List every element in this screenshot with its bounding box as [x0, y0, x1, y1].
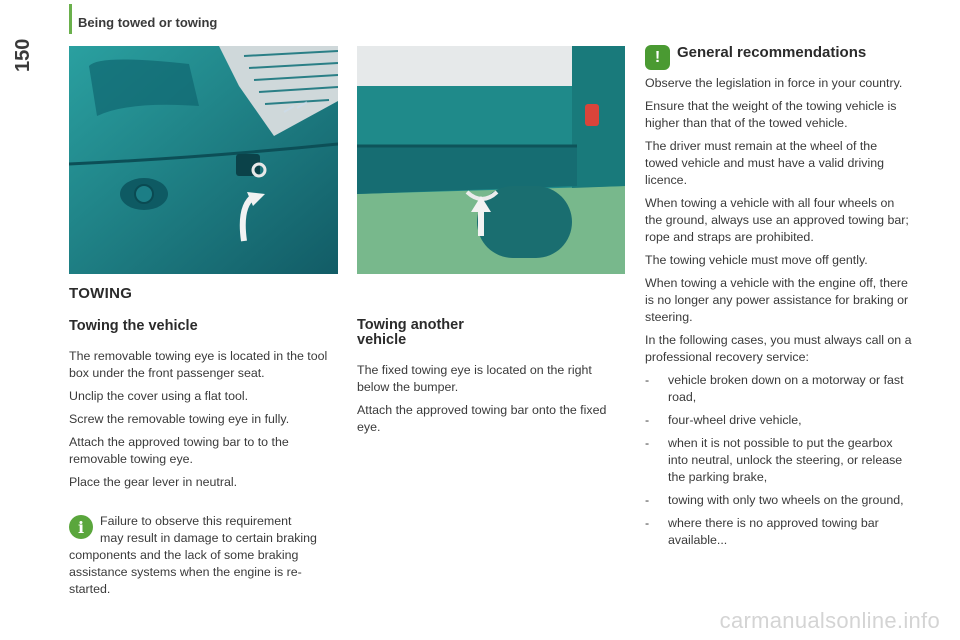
paragraph: Screw the removable towing eye in fully. — [69, 412, 290, 426]
note-line: started. — [69, 582, 111, 596]
paragraph: Attach the approved towing bar to to the removable towing eye. — [69, 435, 289, 466]
list-dash: - — [645, 413, 650, 427]
warning-icon: ! — [645, 45, 670, 70]
list-item-text: towing with only two wheels on the ground, — [668, 493, 904, 507]
subtitle-line: Towing another — [357, 317, 464, 333]
note-line: Failure to observe this requirement — [100, 514, 292, 528]
page-number: 150 — [12, 38, 34, 72]
paragraph: The towing vehicle must move off gently. — [645, 253, 868, 267]
left-paragraphs — [69, 348, 339, 491]
watermark: carmanualsonline.info — [719, 608, 940, 633]
list-item — [645, 515, 913, 549]
paragraph: When towing a vehicle with all four wheels on the ground, always use an approved towing bar; rope and straps are prohibited. — [645, 196, 909, 244]
paragraph: Unclip the cover using a flat tool. — [69, 389, 249, 403]
list-item-text: when it is not possible to put the gearbox into neutral, unlock the steering, or release the parking brake, — [668, 436, 903, 484]
middle-paragraphs — [357, 362, 625, 436]
list-item-text: where there is no approved towing bar available... — [668, 516, 879, 547]
list-item — [645, 372, 913, 406]
list-dash: - — [645, 436, 650, 450]
section-title-towing: TOWING — [69, 285, 133, 302]
list-dash: - — [645, 516, 650, 530]
paragraph: Attach the approved towing bar onto the fixed eye. — [357, 403, 607, 434]
general-recommendations-title: General recommendations — [677, 44, 867, 61]
list-dash: - — [645, 493, 650, 507]
list-item — [645, 412, 913, 429]
subtitle-line: vehicle — [357, 332, 407, 348]
subtitle-towing-the-vehicle: Towing the vehicle — [69, 318, 198, 334]
rear-bumper-towing-eye-illustration — [357, 46, 625, 274]
left-column — [69, 285, 339, 497]
paragraph: Place the gear lever in neutral. — [69, 475, 238, 489]
middle-column — [357, 318, 625, 442]
paragraph: In the following cases, you must always call on a professional recovery service: — [645, 333, 912, 364]
list-item-text: vehicle broken down on a motorway or fast road, — [668, 373, 904, 404]
note-line: components and the lack of some braking — [69, 548, 299, 562]
list-item — [645, 492, 913, 509]
note-line: assistance systems when the engine is re- — [69, 565, 302, 579]
paragraph: The driver must remain at the wheel of the towed vehicle and must have a valid driving licence. — [645, 139, 884, 187]
paragraph: The fixed towing eye is located on the right below the bumper. — [357, 363, 592, 394]
list-item-text: four-wheel drive vehicle, — [668, 413, 802, 427]
info-note — [69, 513, 344, 598]
section-header: Being towed or towing — [78, 15, 218, 30]
note-line: may result in damage to certain braking — [100, 531, 317, 545]
info-icon: i — [69, 515, 93, 539]
paragraph: When towing a vehicle with the engine off, there is no longer any power assistance for braking or steering. — [645, 276, 909, 324]
recommendations-body — [645, 75, 913, 555]
list-item — [645, 435, 913, 486]
paragraph: The removable towing eye is located in the tool box under the front passenger seat. — [69, 349, 328, 380]
subtitle-towing-another-vehicle — [357, 318, 625, 348]
list-dash: - — [645, 373, 650, 387]
front-bumper-towing-eye-illustration — [69, 46, 338, 274]
section-marker-bar — [69, 4, 72, 34]
paragraph: Ensure that the weight of the towing vehicle is higher than that of the towed vehicle. — [645, 99, 897, 130]
recovery-service-list — [645, 372, 913, 549]
paragraph: Observe the legislation in force in your country. — [645, 76, 903, 90]
